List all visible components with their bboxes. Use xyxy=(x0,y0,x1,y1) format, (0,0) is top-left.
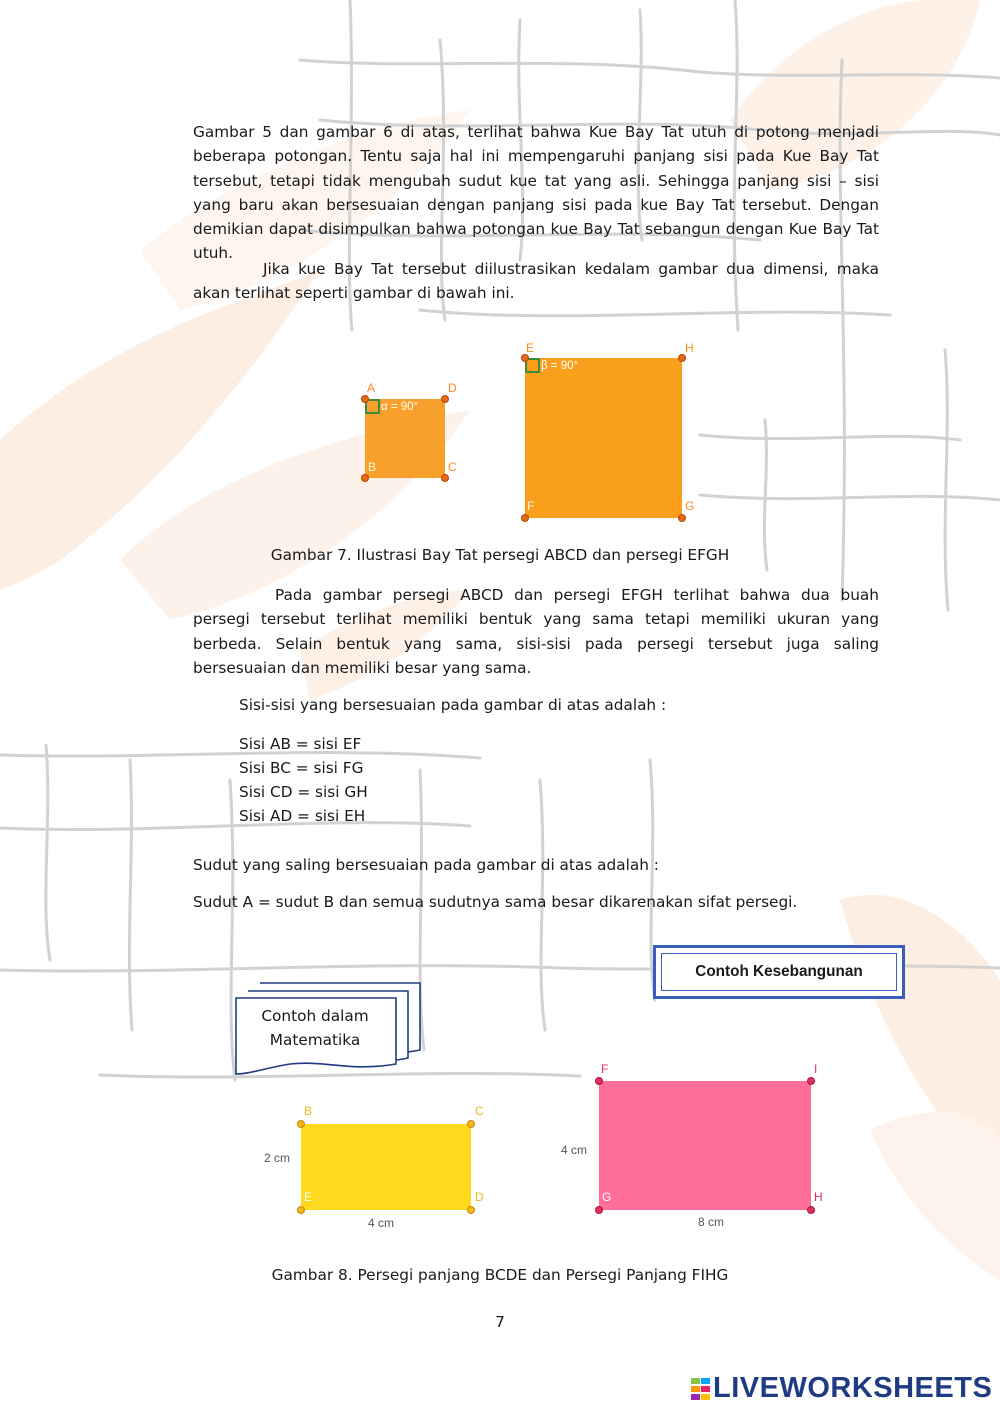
height-label-4cm: 4 cm xyxy=(561,1143,588,1157)
side-pair-3: Sisi CD = sisi GH xyxy=(239,783,368,801)
height-label-2cm: 2 cm xyxy=(264,1151,291,1165)
label-b-2: B xyxy=(304,1104,313,1118)
vertex-f-point-2 xyxy=(596,1078,603,1085)
label-f-2: F xyxy=(601,1062,609,1076)
vertex-h-point-2 xyxy=(808,1207,815,1214)
paragraph-2: Jika kue Bay Tat tersebut diilustrasikan kedalam gambar dua dimensi, maka akan terlihat seperti gambar di bawah ini. xyxy=(193,260,879,303)
figure-7-caption: Gambar 7. Ilustrasi Bay Tat persegi ABCD dan persegi EFGH xyxy=(270,546,730,564)
label-d: D xyxy=(448,381,457,395)
side-pair-1: Sisi AB = sisi EF xyxy=(239,735,362,753)
side-pair-4: Sisi AD = sisi EH xyxy=(239,807,366,825)
vertex-g-point-2 xyxy=(596,1207,603,1214)
rectangle-bcde xyxy=(301,1124,471,1210)
document-label-line-2: Matematika xyxy=(269,1031,361,1049)
width-label-4cm: 4 cm xyxy=(368,1216,395,1230)
side-pair-2: Sisi BC = sisi FG xyxy=(239,759,364,777)
label-c-2: C xyxy=(475,1104,484,1118)
label-a: A xyxy=(367,381,376,395)
vertex-b-point-2 xyxy=(298,1121,305,1128)
label-e: E xyxy=(526,341,535,355)
document-label-line-1: Contoh dalam xyxy=(261,1007,369,1025)
angle-alpha-label: α = 90° xyxy=(381,401,419,413)
liveworksheets-logo[interactable] xyxy=(691,1372,992,1405)
vertex-d-point-2 xyxy=(468,1207,475,1214)
paragraph-1: Gambar 5 dan gambar 6 di atas, terlihat bahwa Kue Bay Tat utuh di potong menjadi beberapa potongan. Tentu saja hal ini mempengaruhi panjang sisi pada Kue Bay Tat tersebut, tetapi tidak mengubah sudut kue tat yang asli. Sehingga panjang sisi – sisi yang baru akan bersesuaian dengan panjang sisi pada kue Bay Tat tersebut. Dengan demikian dapat disimpulkan bahwa potongan kue Bay Tat sebangun dengan Kue Bay Tat utuh. xyxy=(193,123,879,263)
label-i-2: I xyxy=(814,1062,818,1076)
label-g: G xyxy=(685,499,695,513)
vertex-e-point-2 xyxy=(298,1207,305,1214)
angles-text: Sudut A = sudut B dan semua sudutnya sama besar dikarenakan sifat persegi. xyxy=(193,893,798,911)
angle-beta-label: β = 90° xyxy=(541,360,579,372)
vertex-c-point-2 xyxy=(468,1121,475,1128)
label-f: F xyxy=(527,499,535,513)
figure-8-caption: Gambar 8. Persegi panjang BCDE dan Persegi Panjang FIHG xyxy=(271,1266,729,1284)
page-number: 7 xyxy=(495,1313,505,1331)
liveworksheets-logo-text: LIVEWORKSHEETS xyxy=(713,1372,993,1404)
label-b: B xyxy=(368,460,377,474)
liveworksheets-logo-icon xyxy=(691,1377,711,1401)
rectangle-fihg xyxy=(599,1081,811,1210)
label-g-2: G xyxy=(602,1190,612,1204)
paragraph-3: Pada gambar persegi ABCD dan persegi EFGH terlihat bahwa dua buah persegi tersebut terlihat memiliki bentuk yang sama tetapi memiliki ukuran yang berbeda. Selain bentuk yang sama, sisi-sisi pada persegi tersebut juga saling bersesuaian dan memiliki besar yang sama. xyxy=(193,586,879,677)
example-title: Contoh Kesebangunan xyxy=(661,953,897,991)
label-d-2: D xyxy=(475,1190,484,1204)
vertex-i-point-2 xyxy=(808,1078,815,1085)
width-label-8cm: 8 cm xyxy=(698,1215,725,1229)
label-h-2: H xyxy=(814,1190,823,1204)
angles-intro: Sudut yang saling bersesuaian pada gambar di atas adalah : xyxy=(193,856,659,874)
label-c: C xyxy=(448,460,457,474)
label-e-2: E xyxy=(304,1190,313,1204)
sides-intro: Sisi-sisi yang bersesuaian pada gambar di atas adalah : xyxy=(239,696,667,714)
label-h: H xyxy=(685,341,694,355)
